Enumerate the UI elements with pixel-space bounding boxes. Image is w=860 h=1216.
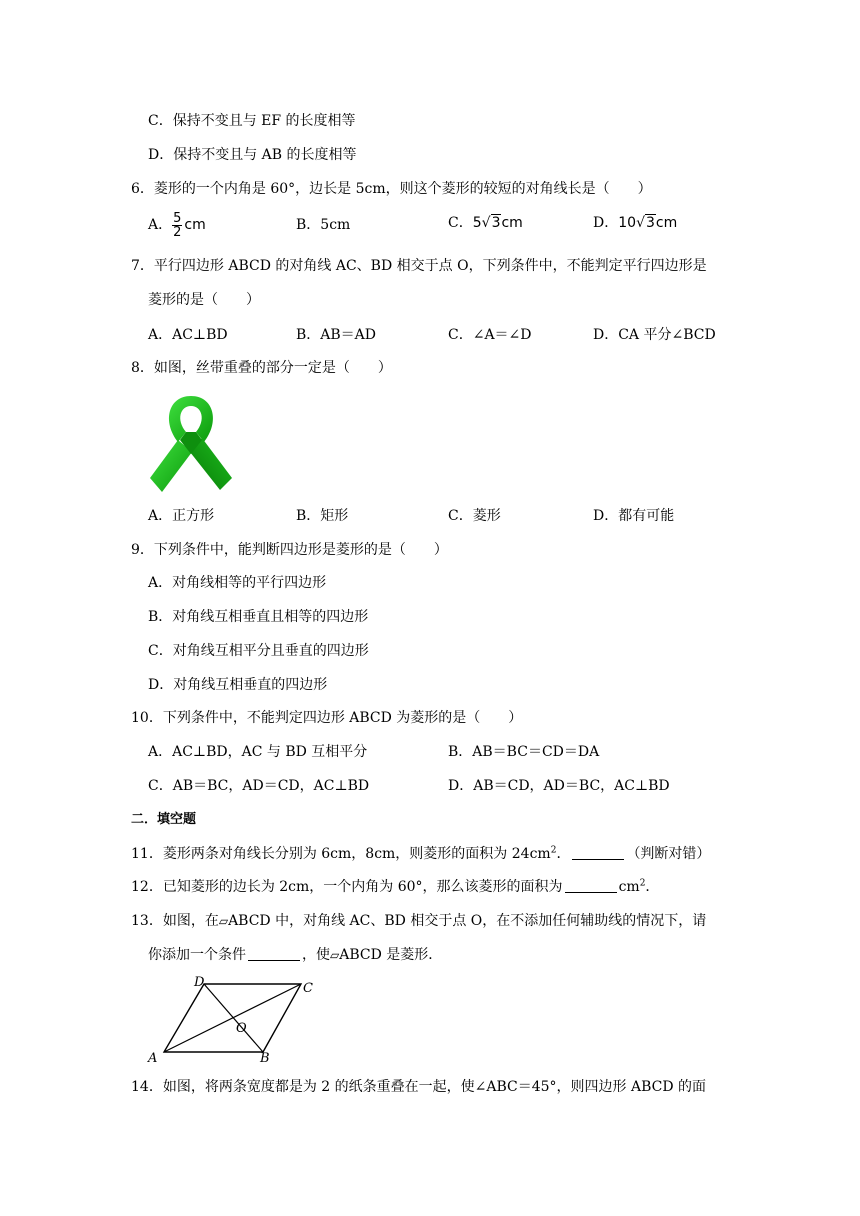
vertex-label-d: D xyxy=(194,975,205,990)
q8-stem: 8．如图，丝带重叠的部分一定是（ ） xyxy=(131,360,392,376)
sqrt-icon: √ xyxy=(636,215,645,231)
q6-stem: 6．菱形的一个内角是 60°，边长是 5cm，则这个菱形的较短的对角线长是（ ） xyxy=(131,181,652,197)
q12-unit: cm xyxy=(618,879,640,895)
q6-option-d-label: D． xyxy=(593,215,619,231)
q12-text: 12．已知菱形的边长为 2cm，一个内角为 60°，那么该菱形的面积为 xyxy=(131,879,563,895)
q10-option-b: B．AB＝BC＝CD＝DA xyxy=(448,744,600,760)
parallelogram-icon: ▱ xyxy=(330,948,340,962)
q7-option-a: A．AC⊥BD xyxy=(148,327,228,343)
q6-option-a xyxy=(148,210,206,240)
q5-option-c: C．保持不变且与 EF 的长度相等 xyxy=(148,113,356,129)
parallelogram-figure xyxy=(146,972,322,1064)
q6-option-d xyxy=(593,213,677,233)
q12 xyxy=(131,877,659,897)
parallelogram-icon: ▱ xyxy=(218,914,229,928)
q9-stem: 9．下列条件中，能判断四边形是菱形的是（ ） xyxy=(131,542,448,558)
q7-option-c: C．∠A＝∠D xyxy=(448,327,532,343)
q12-sup: 2 xyxy=(639,878,646,889)
diagonal-bd xyxy=(204,984,263,1052)
q11-answer-blank[interactable] xyxy=(572,845,624,860)
q6-option-c-label: C． xyxy=(448,215,473,231)
q14-stem: 14．如图，将两条宽度都是为 2 的纸条重叠在一起，使∠ABC＝45°，则四边形 ABCD 的面 xyxy=(131,1079,707,1095)
q11-text: 11．菱形两条对角线长分别为 6cm，8cm，则菱形的面积为 24cm xyxy=(131,846,551,862)
q7-stem-line2: 菱形的是（ ） xyxy=(148,292,260,308)
q11-post: （判断对错） xyxy=(626,846,711,862)
q13-line1-post: ABCD 中，对角线 AC、BD 相交于点 O，在不添加任何辅助线的情况下，请 xyxy=(228,913,707,929)
vertex-label-a: A xyxy=(148,1051,158,1064)
q8-option-c: C．菱形 xyxy=(448,508,501,524)
q6-option-a-label: A． xyxy=(148,217,173,233)
q9-option-a: A．对角线相等的平行四边形 xyxy=(148,575,327,591)
q13-line2 xyxy=(148,945,442,965)
q10-option-d: D．AB＝CD，AD＝BC，AC⊥BD xyxy=(448,778,670,794)
q13-line1 xyxy=(131,911,706,931)
q7-option-d: D．CA 平分∠BCD xyxy=(593,327,716,343)
q11-mid: ． xyxy=(556,846,571,862)
vertex-label-c: C xyxy=(303,981,313,996)
q7-option-b: B．AB＝AD xyxy=(296,327,377,343)
q10-stem: 10．下列条件中，不能判定四边形 ABCD 为菱形的是（ ） xyxy=(131,710,523,726)
q10-option-c: C．AB＝BC，AD＝CD，AC⊥BD xyxy=(148,778,370,794)
q6-option-a-fraction xyxy=(172,212,182,239)
q9-option-c: C．对角线互相平分且垂直的四边形 xyxy=(148,643,369,659)
section-title: 二．填空题 xyxy=(131,812,197,827)
q6-option-c-coef: 5 xyxy=(472,215,482,231)
q12-answer-blank[interactable] xyxy=(565,878,617,893)
center-label-o: O xyxy=(236,1021,247,1036)
q6-option-a-denominator: 2 xyxy=(173,224,182,240)
q6-option-c-unit: cm xyxy=(501,215,523,231)
q6-option-b: B．5cm xyxy=(296,217,351,233)
ribbon-figure xyxy=(148,392,234,494)
q13-line2-pre: 你添加一个条件 xyxy=(148,947,246,963)
q10-option-a: A．AC⊥BD，AC 与 BD 互相平分 xyxy=(148,744,368,760)
q6-option-d-radicand: 3 xyxy=(645,215,655,231)
q13-answer-blank[interactable] xyxy=(248,946,300,961)
q6-option-d-coef: 10 xyxy=(618,215,637,231)
q6-option-c-radicand: 3 xyxy=(491,215,501,231)
vertex-label-b: B xyxy=(260,1051,270,1064)
q6-option-a-numerator: 5 xyxy=(173,210,182,226)
q7-stem-line1: 7．平行四边形 ABCD 的对角线 AC、BD 相交于点 O，下列条件中，不能判定平行四边形是 xyxy=(131,258,707,274)
q12-post: ． xyxy=(645,879,660,895)
q9-option-d: D．对角线互相垂直的四边形 xyxy=(148,677,328,693)
q5-option-d: D．保持不变且与 AB 的长度相等 xyxy=(148,147,357,163)
q13-line1-pre: 13．如图，在 xyxy=(131,913,219,929)
q11 xyxy=(131,844,710,864)
sqrt-icon: √ xyxy=(481,215,491,231)
q13-line2-post: ABCD 是菱形． xyxy=(339,947,443,963)
q8-option-a: A．正方形 xyxy=(148,508,215,524)
q11-sup: 2 xyxy=(550,845,557,856)
q13-line2-mid: ，使 xyxy=(302,947,330,963)
q8-option-d: D．都有可能 xyxy=(593,508,675,524)
q6-option-a-unit: cm xyxy=(184,217,206,233)
q8-option-b: B．矩形 xyxy=(296,508,349,524)
q9-option-b: B．对角线互相垂直且相等的四边形 xyxy=(148,609,369,625)
q6-option-d-unit: cm xyxy=(655,215,678,231)
q6-option-c xyxy=(448,213,523,233)
